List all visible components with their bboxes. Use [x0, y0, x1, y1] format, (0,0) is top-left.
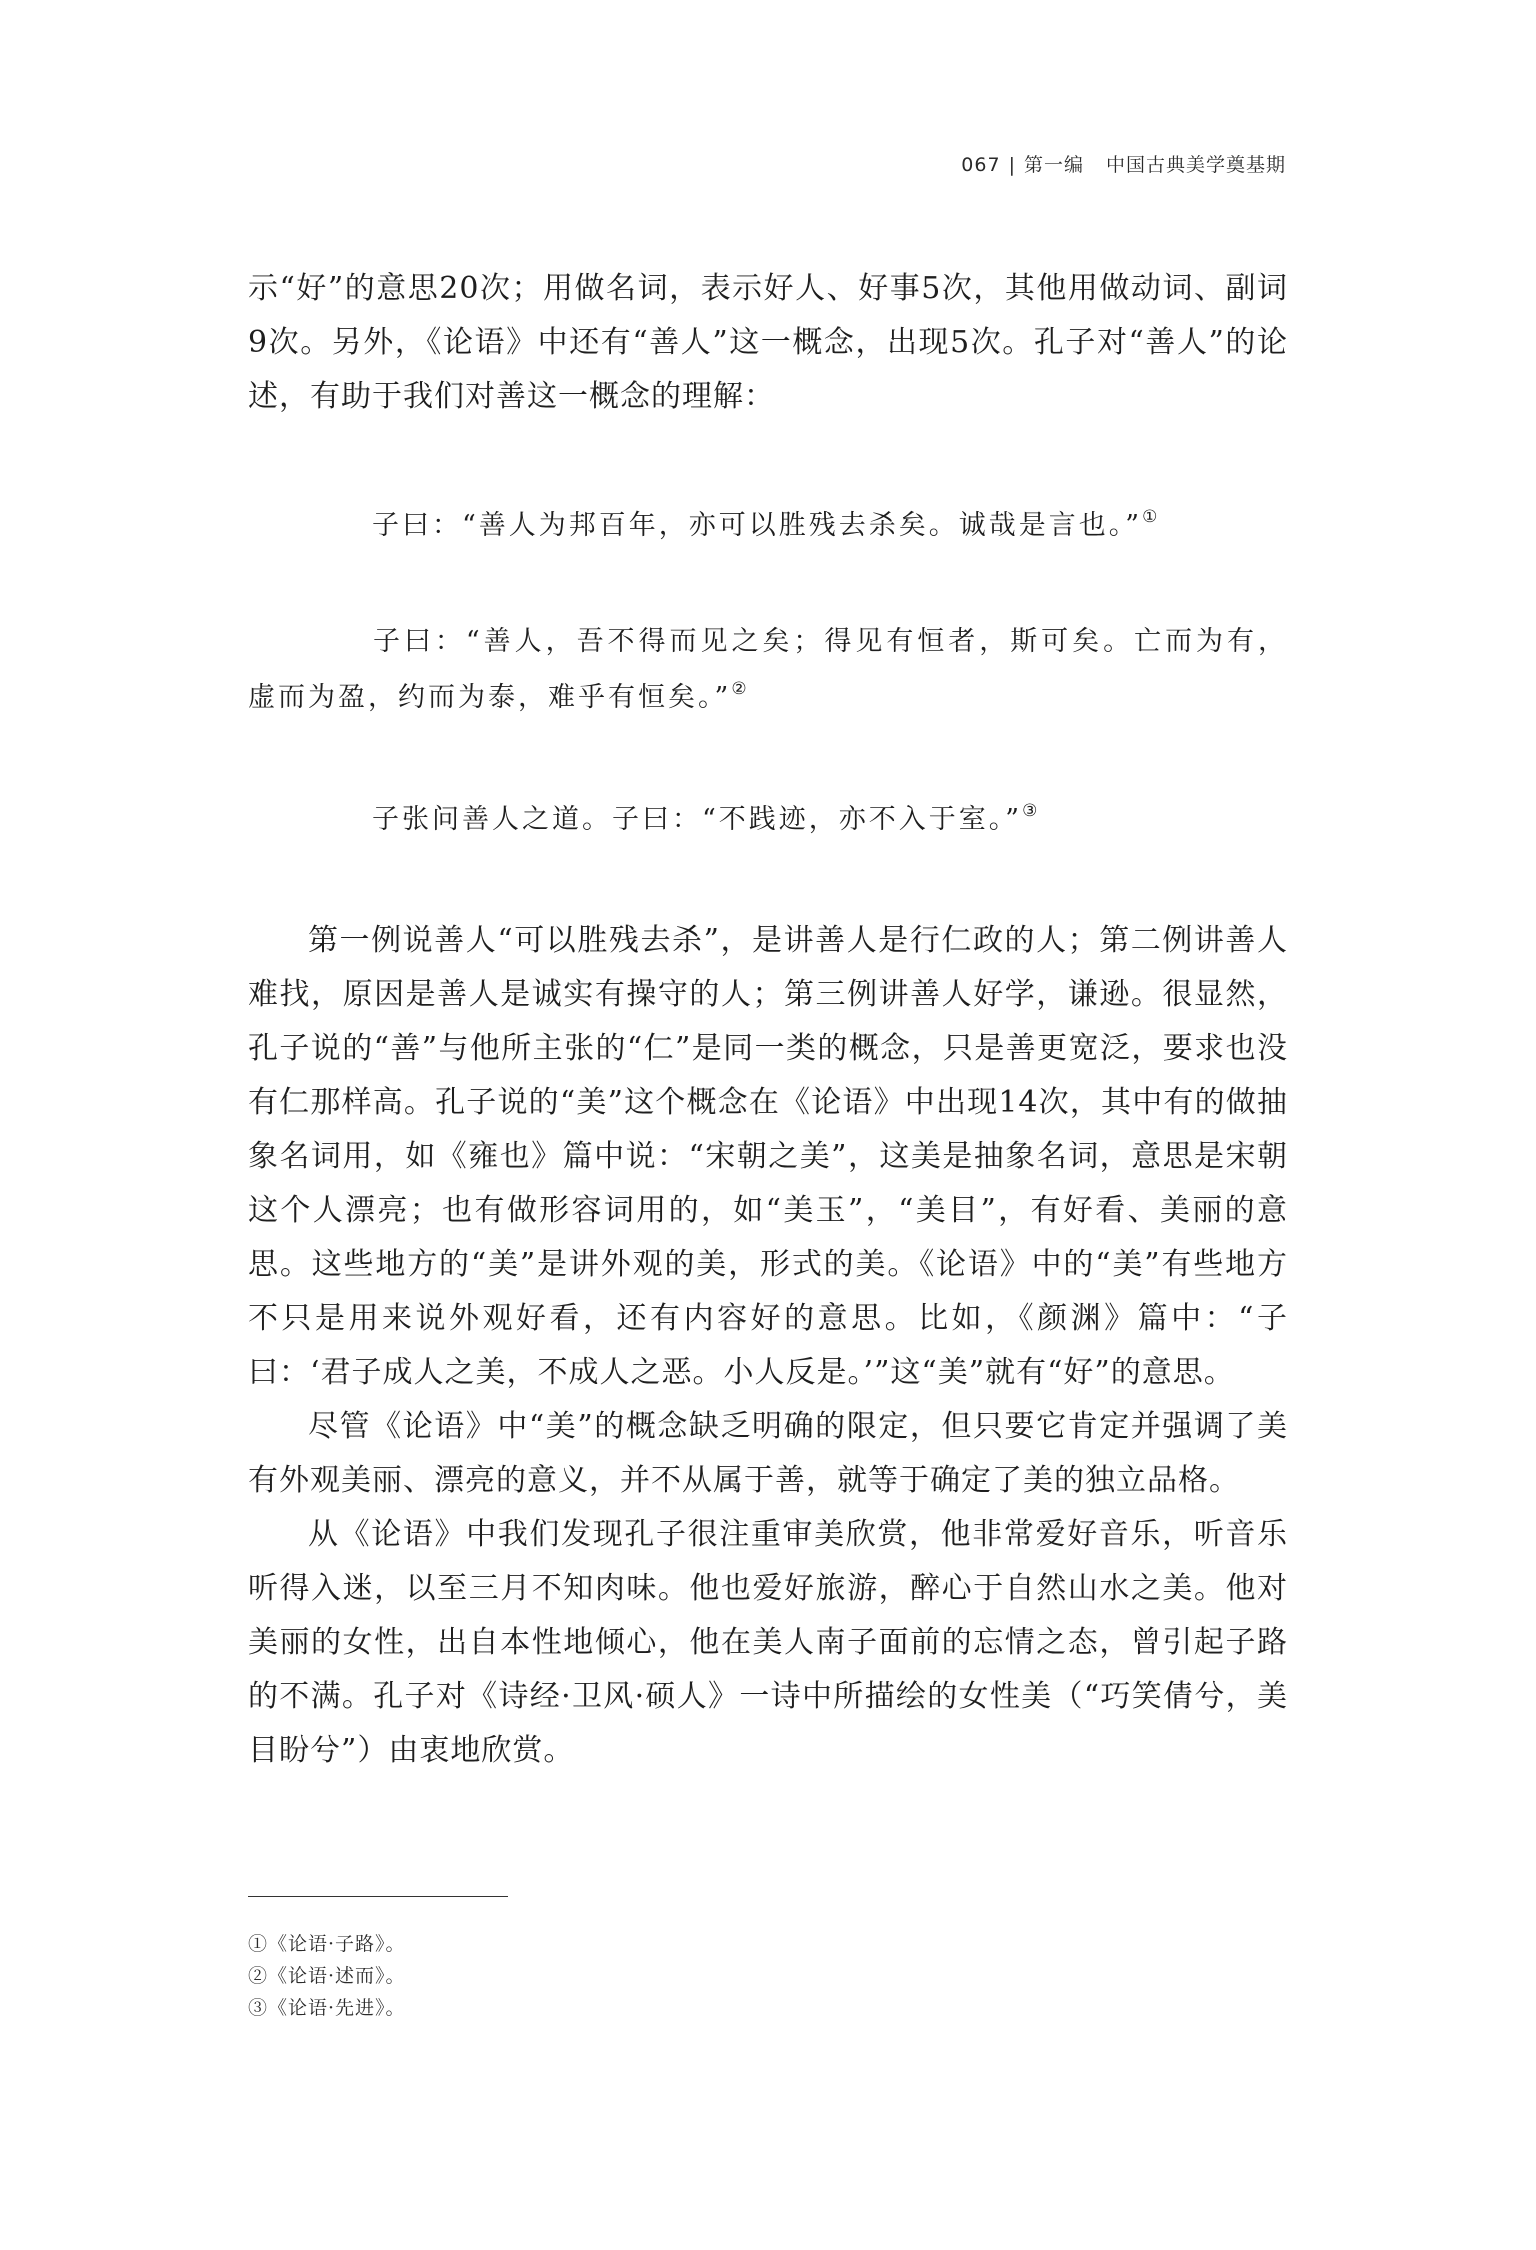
footnotes — [248, 1928, 406, 2024]
part-title: 中国古典美学奠基期 — [1105, 154, 1286, 176]
quote-1-text: 子曰：“善人为邦百年，亦可以胜残去杀矣。诚哉是言也。” — [372, 510, 1143, 541]
header-separator: | — [1008, 154, 1016, 176]
footnote-ref-1: ① — [1142, 507, 1158, 527]
paragraph-2: 第一例说善人“可以胜残去杀”，是讲善人是行仁政的人；第二例讲善人难找，原因是善人是诚实有操守的人；第三例讲善人好学，谦逊。很显然，孔子说的“善”与他所主张的“仁”是同一类的概念，只是善更宽泛，要求也没有仁那样高。孔子说的“美”这个概念在《论语》中出现14次，其中有的做抽象名词用，如《雍也》篇中说：“宋朝之美”，这美是抽象名词，意思是宋朝这个人漂亮；也有做形容词用的，如“美玉”，“美目”，有好看、美丽的意思。这些地方的“美”是讲外观的美，形式的美。《论语》中的“美”有些地方不只是用来说外观好看，还有内容好的意思。比如，《颜渊》篇中：“子曰：‘君子成人之美，不成人之恶。小人反是。’”这“美”就有“好”的意思。 — [248, 923, 1288, 1390]
footnote-ref-3: ③ — [1022, 801, 1038, 821]
footnote-1: ①《论语·子路》。 — [248, 1933, 406, 1955]
footnote-3: ③《论语·先进》。 — [248, 1997, 406, 2019]
paragraph-4: 从《论语》中我们发现孔子很注重审美欣赏，他非常爱好音乐，听音乐听得入迷，以至三月不知肉味。他也爱好旅游，醉心于自然山水之美。他对美丽的女性，出自本性地倾心，他在美人南子面前的忘情之态，曾引起子路的不满。孔子对《诗经·卫风·硕人》一诗中所描绘的女性美（“巧笑倩兮，美目盼兮”）由衷地欣赏。 — [248, 1517, 1288, 1768]
footnote-ref-2: ② — [731, 679, 747, 699]
quote-2-block — [248, 614, 1288, 726]
quote-3-text: 子张问善人之道。子曰：“不践迹，亦不入于室。” — [372, 804, 1023, 835]
footnote-divider — [248, 1896, 508, 1897]
running-header — [961, 150, 1286, 177]
quote-2-text: 子曰：“善人，吾不得而见之矣；得见有恒者，斯可矣。亡而为有，虚而为盈，约而为泰，难乎有恒矣。” — [248, 626, 1288, 713]
paragraph-1-block — [248, 262, 1288, 424]
quote-2 — [248, 614, 1288, 726]
quote-1 — [248, 498, 1288, 554]
quote-3 — [248, 792, 1288, 848]
quote-1-block — [248, 498, 1288, 554]
body-text-block — [248, 914, 1288, 1778]
paragraph-3: 尽管《论语》中“美”的概念缺乏明确的限定，但只要它肯定并强调了美有外观美丽、漂亮的意义，并不从属于善，就等于确定了美的独立品格。 — [248, 1409, 1288, 1498]
footnote-2: ②《论语·述而》。 — [248, 1965, 406, 1987]
paragraph-1: 示“好”的意思20次；用做名词，表示好人、好事5次，其他用做动词、副词9次。另外，《论语》中还有“善人”这一概念，出现5次。孔子对“善人”的论述，有助于我们对善这一概念的理解： — [248, 271, 1288, 414]
page-number: 067 — [961, 154, 1001, 176]
quote-3-block — [248, 792, 1288, 848]
part-label: 第一编 — [1023, 154, 1084, 176]
